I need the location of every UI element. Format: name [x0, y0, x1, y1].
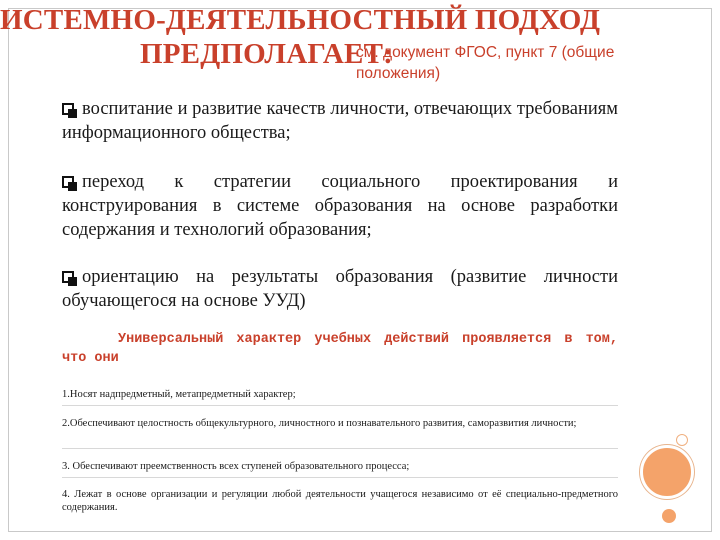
title-line-2: ПРЕДПОЛАГАЕТ: — [140, 38, 393, 70]
decorative-circle-small — [662, 509, 676, 523]
bullet-item — [62, 265, 618, 313]
bullet-item — [62, 170, 618, 242]
divider — [62, 405, 618, 406]
point-item: 1.Носят надпредметный, метапредметный характер; — [62, 389, 296, 400]
decorative-circle-large — [640, 445, 694, 499]
decorative-ring — [676, 434, 688, 446]
checkbox-bullet-icon — [62, 176, 74, 188]
point-item: 3. Обеспечивают преемственность всех ступеней образовательного процесса; — [62, 461, 410, 472]
checkbox-bullet-icon — [62, 271, 74, 283]
bullet-text: переход к стратегии социального проектирования и конструирования в системе образования на основе разработки содержания и технологий образования; — [62, 172, 618, 240]
bullet-text: воспитание и развитие качеств личности, отвечающих требованиям информационного общества; — [62, 99, 618, 143]
bullet-text: ориентацию на результаты образования (развитие личности обучающегося на основе УУД) — [62, 267, 618, 311]
point-item: 2.Обеспечивают целостность общекультурного, личностного и познавательного развития, саморазвития личности; — [62, 418, 577, 429]
fgos-reference-note: см. документ ФГОС, пункт 7 (общие положения) — [356, 44, 615, 82]
title-line-1: ИСТЕМНО-ДЕЯТЕЛЬНОСТНЫЙ ПОДХОД — [0, 4, 601, 36]
divider — [62, 477, 618, 478]
bullet-item — [62, 97, 618, 145]
divider — [62, 448, 618, 449]
point-item: 4. Лежат в основе организации и регуляции любой деятельности учащегося независимо от её специально-предметного содержания. — [62, 489, 618, 513]
universal-actions-heading: Универсальный характер учебных действий проявляется в том, что они — [62, 332, 618, 366]
checkbox-bullet-icon — [62, 103, 74, 115]
